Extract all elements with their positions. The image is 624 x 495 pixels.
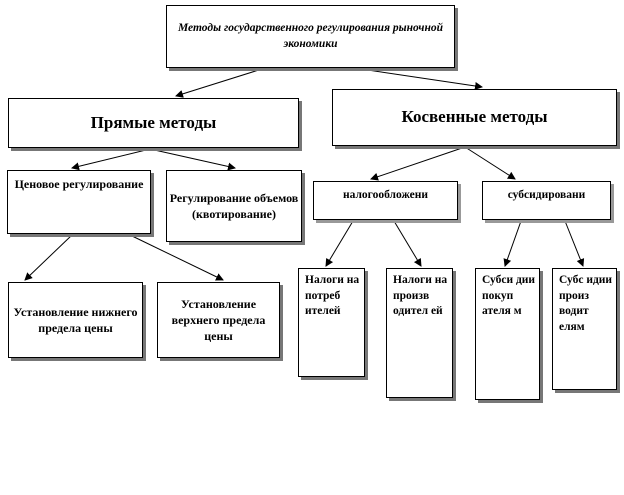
consumer-tax-label: Налоги на потреб ителей xyxy=(305,274,360,318)
arrow-indirect-taxation xyxy=(371,147,465,179)
indirect-methods-label: Косвенные методы xyxy=(401,107,548,127)
arrow-subsidy-buyers xyxy=(505,221,521,266)
upper-price-limit-label: Установление верхнего предела цены xyxy=(171,296,266,344)
volume-regulation-box xyxy=(166,170,302,242)
subsidizing-box xyxy=(482,181,611,220)
direct-methods-box xyxy=(8,98,299,148)
producer-subsidy-label: Субс идии произ водит елям xyxy=(559,274,613,333)
arrow-root-direct xyxy=(176,69,262,96)
producer-tax-box xyxy=(386,268,453,398)
taxation-label: налогообложени xyxy=(342,189,429,201)
arrow-taxation-consumers xyxy=(326,221,353,266)
root-methods-box xyxy=(166,5,455,68)
subsidizing-label: субсидировани xyxy=(507,189,586,201)
lower-price-limit-label: Установление нижнего предела цены xyxy=(13,304,138,335)
price-regulation-label: Ценовое регулирование xyxy=(14,177,144,191)
buyer-subsidy-box xyxy=(475,268,540,400)
root-methods-label: Методы государственного регулирования рыночной экономики xyxy=(177,21,444,50)
consumer-tax-box xyxy=(298,268,365,377)
arrow-subsidy-producers xyxy=(565,221,583,266)
volume-regulation-label: Регулирование объемов (квотирование) xyxy=(169,190,299,221)
producer-tax-label: Налоги на произв одител ей xyxy=(393,274,448,318)
direct-methods-label: Прямые методы xyxy=(90,112,217,132)
price-regulation-box xyxy=(7,170,151,234)
producer-subsidy-box xyxy=(552,268,617,390)
indirect-methods-box xyxy=(332,89,617,146)
arrow-indirect-subsidy xyxy=(465,147,515,179)
taxation-box xyxy=(313,181,458,220)
arrow-price-lower xyxy=(25,235,72,280)
arrow-taxation-producers xyxy=(394,221,421,266)
upper-price-limit-box xyxy=(157,282,280,358)
arrow-direct-price xyxy=(72,149,150,168)
buyer-subsidy-label: Субси дии покуп ателя м xyxy=(482,274,536,318)
arrow-root-indirect xyxy=(361,69,482,87)
arrow-direct-volume xyxy=(150,149,235,168)
lower-price-limit-box xyxy=(8,282,143,358)
